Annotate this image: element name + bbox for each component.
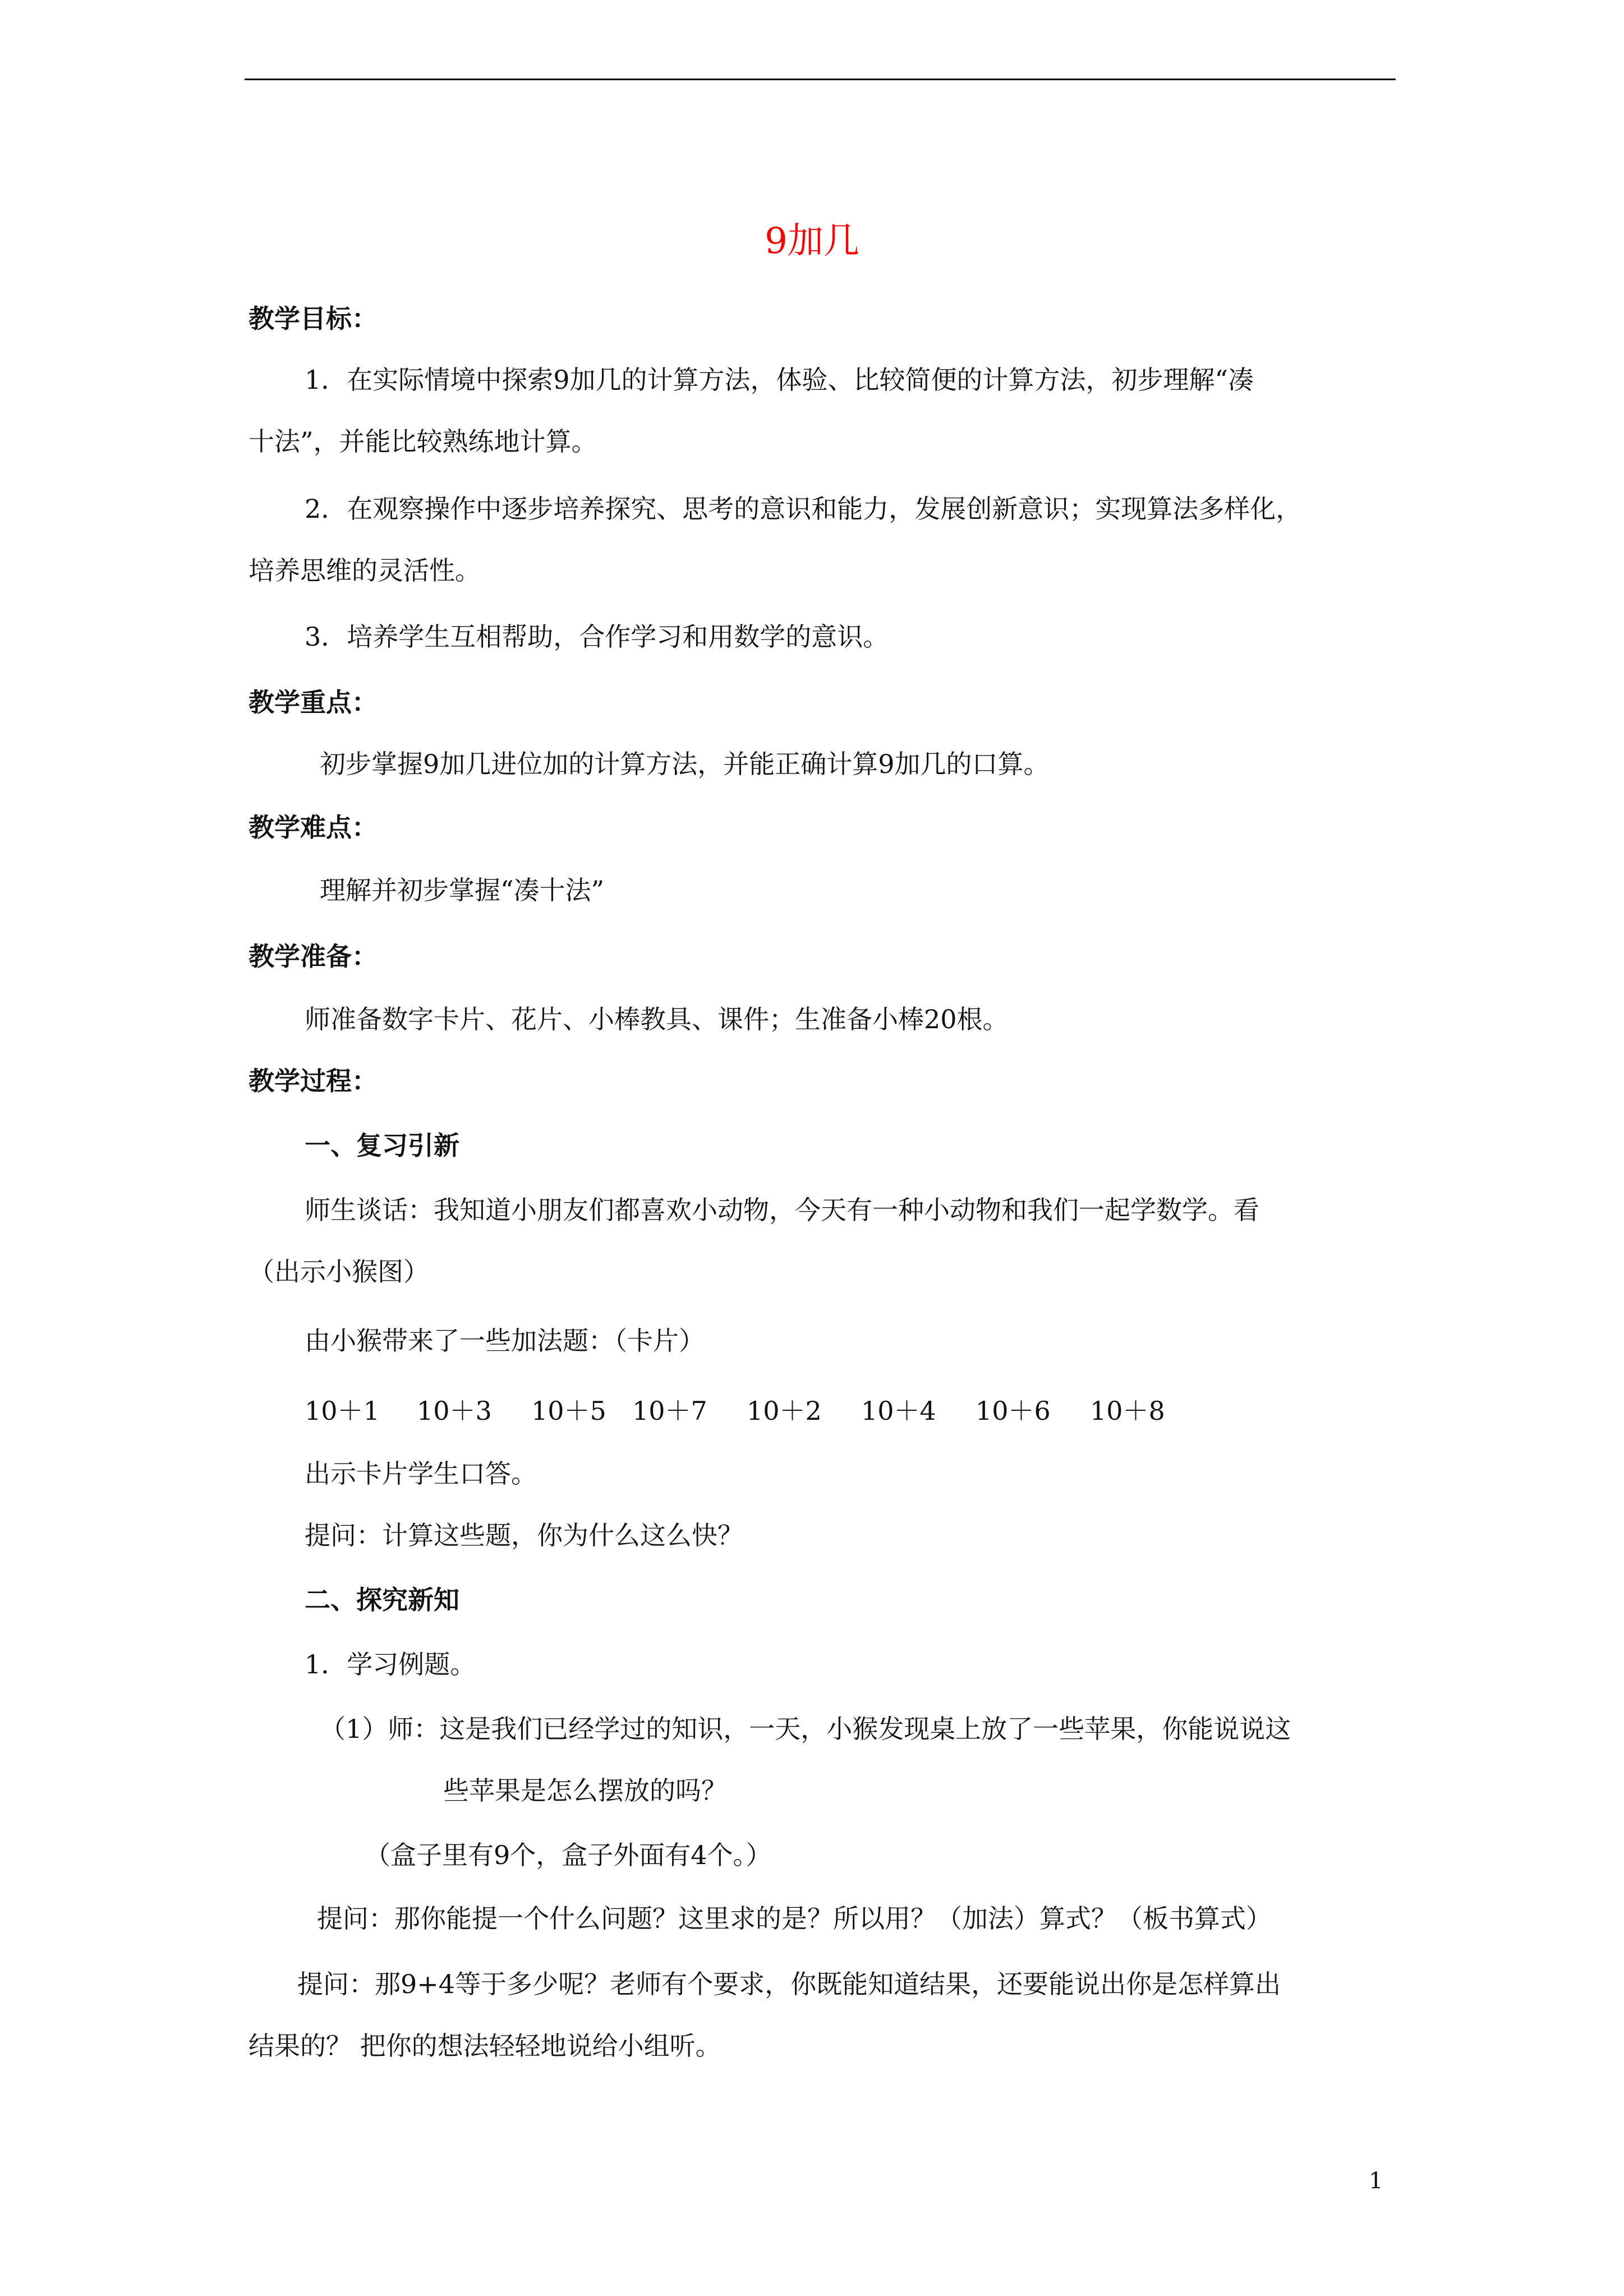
document-title: 9加几 — [765, 220, 859, 262]
goal-2-line-2: 培养思维的灵活性。 — [249, 555, 481, 586]
example-heading: 1．学习例题。 — [305, 1649, 476, 1680]
process-heading: 教学过程： — [249, 1066, 378, 1096]
equation-card: 10＋7 — [632, 1396, 707, 1426]
key-points-heading: 教学重点： — [249, 687, 378, 717]
goal-1-line-1: 1．在实际情境中探索9加几的计算方法，体验、比较简便的计算方法，初步理解“凑 — [305, 365, 1254, 395]
question-1: 提问：计算这些题，你为什么这么快？ — [305, 1520, 743, 1550]
equation-card: 10＋5 — [531, 1396, 606, 1426]
goal-1-line-2: 十法”，并能比较熟练地计算。 — [249, 426, 597, 457]
talk-line-2: （出示小猴图） — [249, 1257, 429, 1287]
example-1-line-2: 些苹果是怎么摆放的吗？ — [443, 1775, 727, 1806]
goal-3: 3．培养学生互相帮助，合作学习和用数学的意识。 — [305, 622, 889, 652]
goal-2-line-1: 2．在观察操作中逐步培养探究、思考的意识和能力，发展创新意识；实现算法多样化， — [305, 494, 1302, 524]
equation-card: 10＋2 — [747, 1396, 822, 1426]
example-1-line-1: （1）师：这是我们已经学过的知识，一天，小猴发现桌上放了一些苹果，你能说说这 — [320, 1714, 1291, 1744]
equation-card: 10＋6 — [976, 1396, 1051, 1426]
equation-card: 10＋8 — [1090, 1396, 1165, 1426]
key-points-text: 初步掌握9加几进位加的计算方法，并能正确计算9加几的口算。 — [320, 749, 1050, 779]
part-2-heading: 二、探究新知 — [305, 1585, 459, 1615]
part-1-heading: 一、复习引新 — [305, 1130, 459, 1161]
difficulty-text: 理解并初步掌握“凑十法” — [320, 875, 605, 905]
question-3-line-2: 结果的？ 把你的想法轻轻地说给小组听。 — [249, 2031, 721, 2061]
question-3-line-1: 提问：那9+4等于多少呢？老师有个要求，你既能知道结果，还要能说出你是怎样算出 — [297, 1969, 1281, 1999]
example-1-answer: （盒子里有9个，盒子外面有4个。） — [365, 1840, 772, 1870]
difficulty-heading: 教学难点： — [249, 812, 378, 843]
preparation-text: 师准备数字卡片、花片、小棒教具、课件；生准备小棒20根。 — [305, 1004, 1009, 1034]
goals-heading: 教学目标： — [249, 303, 378, 334]
equation-card: 10＋3 — [417, 1396, 492, 1426]
preparation-heading: 教学准备： — [249, 941, 378, 972]
talk-line-1: 师生谈话：我知道小朋友们都喜欢小动物，今天有一种小动物和我们一起学数学。看 — [305, 1195, 1259, 1225]
cards-answer: 出示卡片学生口答。 — [305, 1458, 537, 1489]
question-2: 提问：那你能提一个什么问题？这里求的是？所以用？（加法）算式？（板书算式） — [317, 1903, 1272, 1934]
equation-card: 10＋1 — [305, 1396, 380, 1426]
page-number: 1 — [1369, 2168, 1383, 2194]
equation-card: 10＋4 — [861, 1396, 936, 1426]
cards-intro: 由小猴带来了一些加法题：（卡片） — [305, 1326, 705, 1356]
header-rule — [245, 79, 1396, 80]
